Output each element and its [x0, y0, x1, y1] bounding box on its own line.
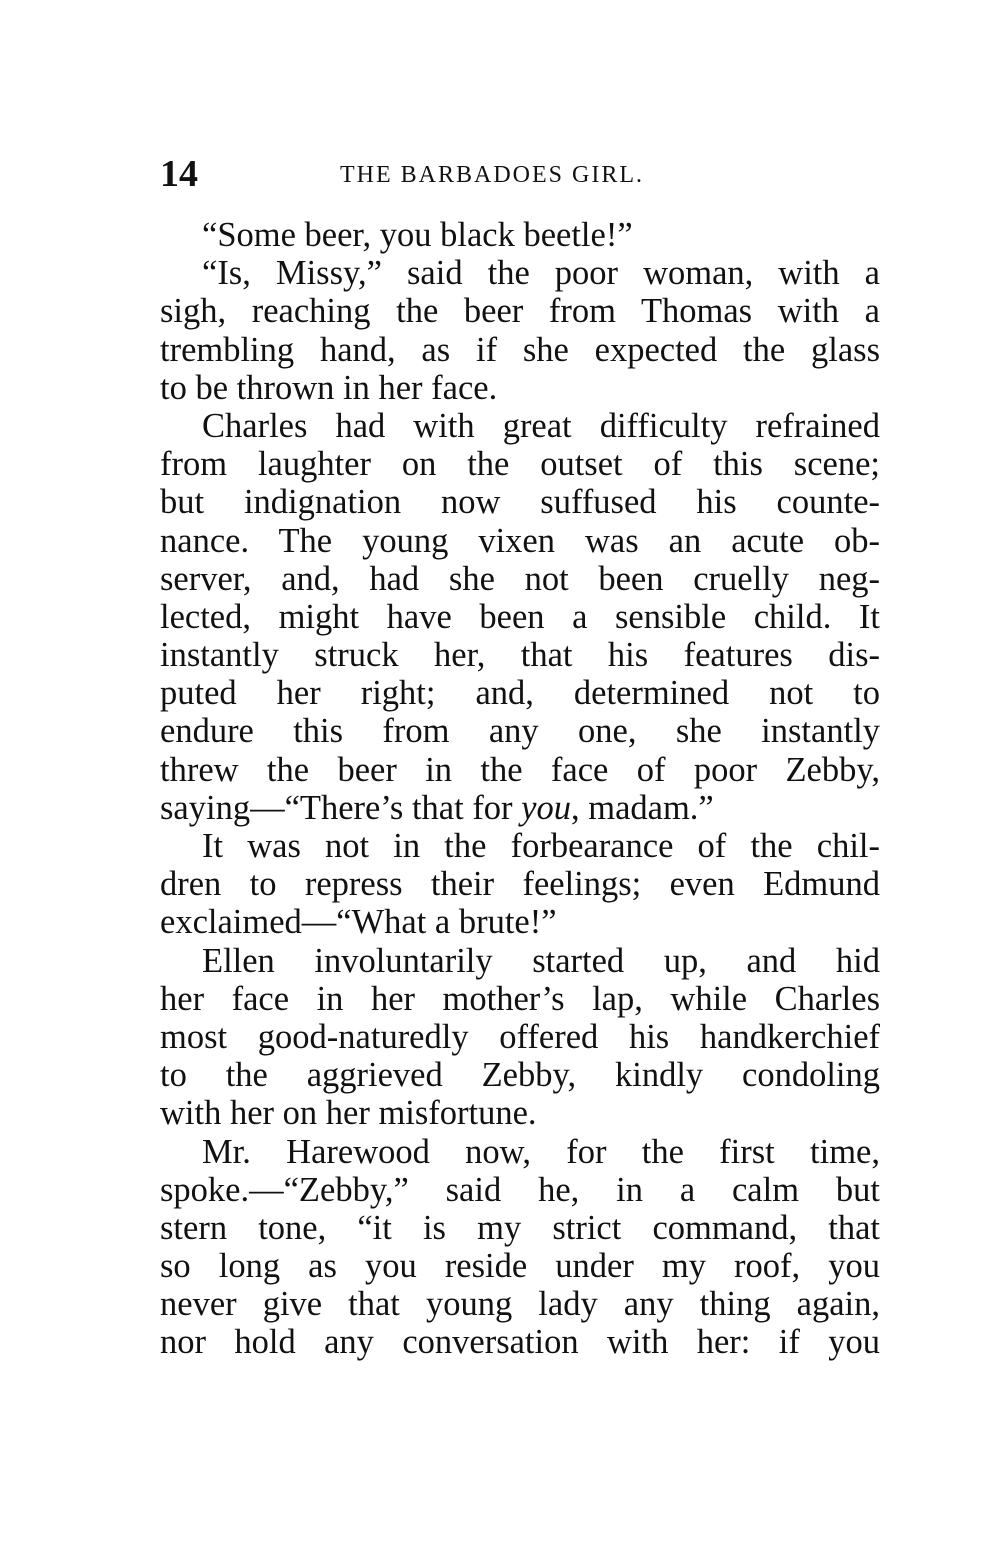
- text-segment: from laughter on the outset of this scene;: [160, 445, 880, 484]
- text-line: [160, 1247, 880, 1285]
- text-line: [160, 1171, 880, 1209]
- text-line: [160, 1285, 880, 1323]
- text-line: [160, 1209, 880, 1247]
- text-line: [160, 980, 880, 1018]
- text-segment: never give that young lady any thing again,: [160, 1285, 880, 1324]
- text-line: [160, 254, 880, 292]
- text-segment: so long as you reside under my roof, you: [160, 1247, 880, 1286]
- text-segment: exclaimed—“What a brute!”: [160, 903, 557, 942]
- text-line: [160, 1056, 880, 1094]
- text-line: [160, 331, 880, 369]
- text-segment: instantly struck her, that his features dis-: [160, 636, 880, 675]
- text-line: [160, 483, 880, 521]
- text-line: [160, 445, 880, 483]
- text-line: [160, 674, 880, 712]
- text-segment: to the aggrieved Zebby, kindly condoling: [160, 1056, 880, 1095]
- text-line: [160, 712, 880, 750]
- text-line: [160, 1323, 880, 1361]
- page-header: [160, 150, 880, 200]
- text-line: [160, 827, 880, 865]
- text-line: [160, 636, 880, 674]
- text-segment: most good-naturedly offered his handkerchief: [160, 1017, 880, 1056]
- text-segment: lected, might have been a sensible child. It: [160, 597, 880, 636]
- text-segment: “Some beer, you black beetle!”: [202, 216, 633, 254]
- text-line: [160, 216, 880, 254]
- text-line: [160, 1094, 880, 1132]
- text-segment: It was not in the forbearance of the chil-: [202, 827, 880, 865]
- text-segment: “Is, Missy,” said the poor woman, with a: [202, 254, 880, 293]
- text-segment: nance. The young vixen was an acute ob-: [160, 521, 880, 560]
- text-line: [160, 560, 880, 598]
- text-segment: nor hold any conversation with her: if you: [160, 1323, 880, 1362]
- text-segment: threw the beer in the face of poor Zebby,: [160, 750, 880, 789]
- text-segment: trembling hand, as if she expected the glass: [160, 330, 880, 369]
- text-segment: spoke.—“Zebby,” said he, in a calm but: [160, 1170, 880, 1209]
- text-line: [160, 1018, 880, 1056]
- italic-emphasis: you: [521, 788, 571, 827]
- text-line: [160, 942, 880, 980]
- text-segment: saying—“There’s that for: [160, 788, 522, 827]
- text-segment: server, and, had she not been cruelly neg-: [160, 559, 880, 598]
- page-number: 14: [160, 153, 198, 195]
- text-segment: puted her right; and, determined not to: [160, 674, 880, 713]
- text-segment: her face in her mother’s lap, while Charles: [160, 979, 880, 1018]
- text-line: [160, 598, 880, 636]
- body-text: [160, 216, 880, 1362]
- text-segment: but indignation now suffused his counte-: [160, 483, 880, 522]
- text-line: [160, 522, 880, 560]
- text-segment: , madam.”: [571, 788, 714, 827]
- text-segment: dren to repress their feelings; even Edmund: [160, 865, 880, 904]
- text-line: [160, 751, 880, 789]
- text-segment: endure this from any one, she instantly: [160, 712, 880, 751]
- text-line: [160, 292, 880, 330]
- text-segment: Ellen involuntarily started up, and hid: [202, 941, 880, 980]
- text-line: [160, 407, 880, 445]
- text-line: [160, 1133, 880, 1171]
- running-title: THE BARBADOES GIRL.: [340, 162, 645, 188]
- text-segment: sigh, reaching the beer from Thomas with a: [160, 292, 880, 331]
- text-segment: Charles had with great difficulty refrained: [202, 406, 880, 445]
- text-segment: to be thrown in her face.: [160, 368, 498, 407]
- text-line: [160, 865, 880, 903]
- text-line: [160, 903, 880, 941]
- text-line: [160, 369, 880, 407]
- text-segment: stern tone, “it is my strict command, that: [160, 1208, 880, 1247]
- text-segment: Mr. Harewood now, for the first time,: [202, 1132, 880, 1171]
- text-segment: with her on her misfortune.: [160, 1094, 537, 1133]
- text-line: [160, 789, 880, 827]
